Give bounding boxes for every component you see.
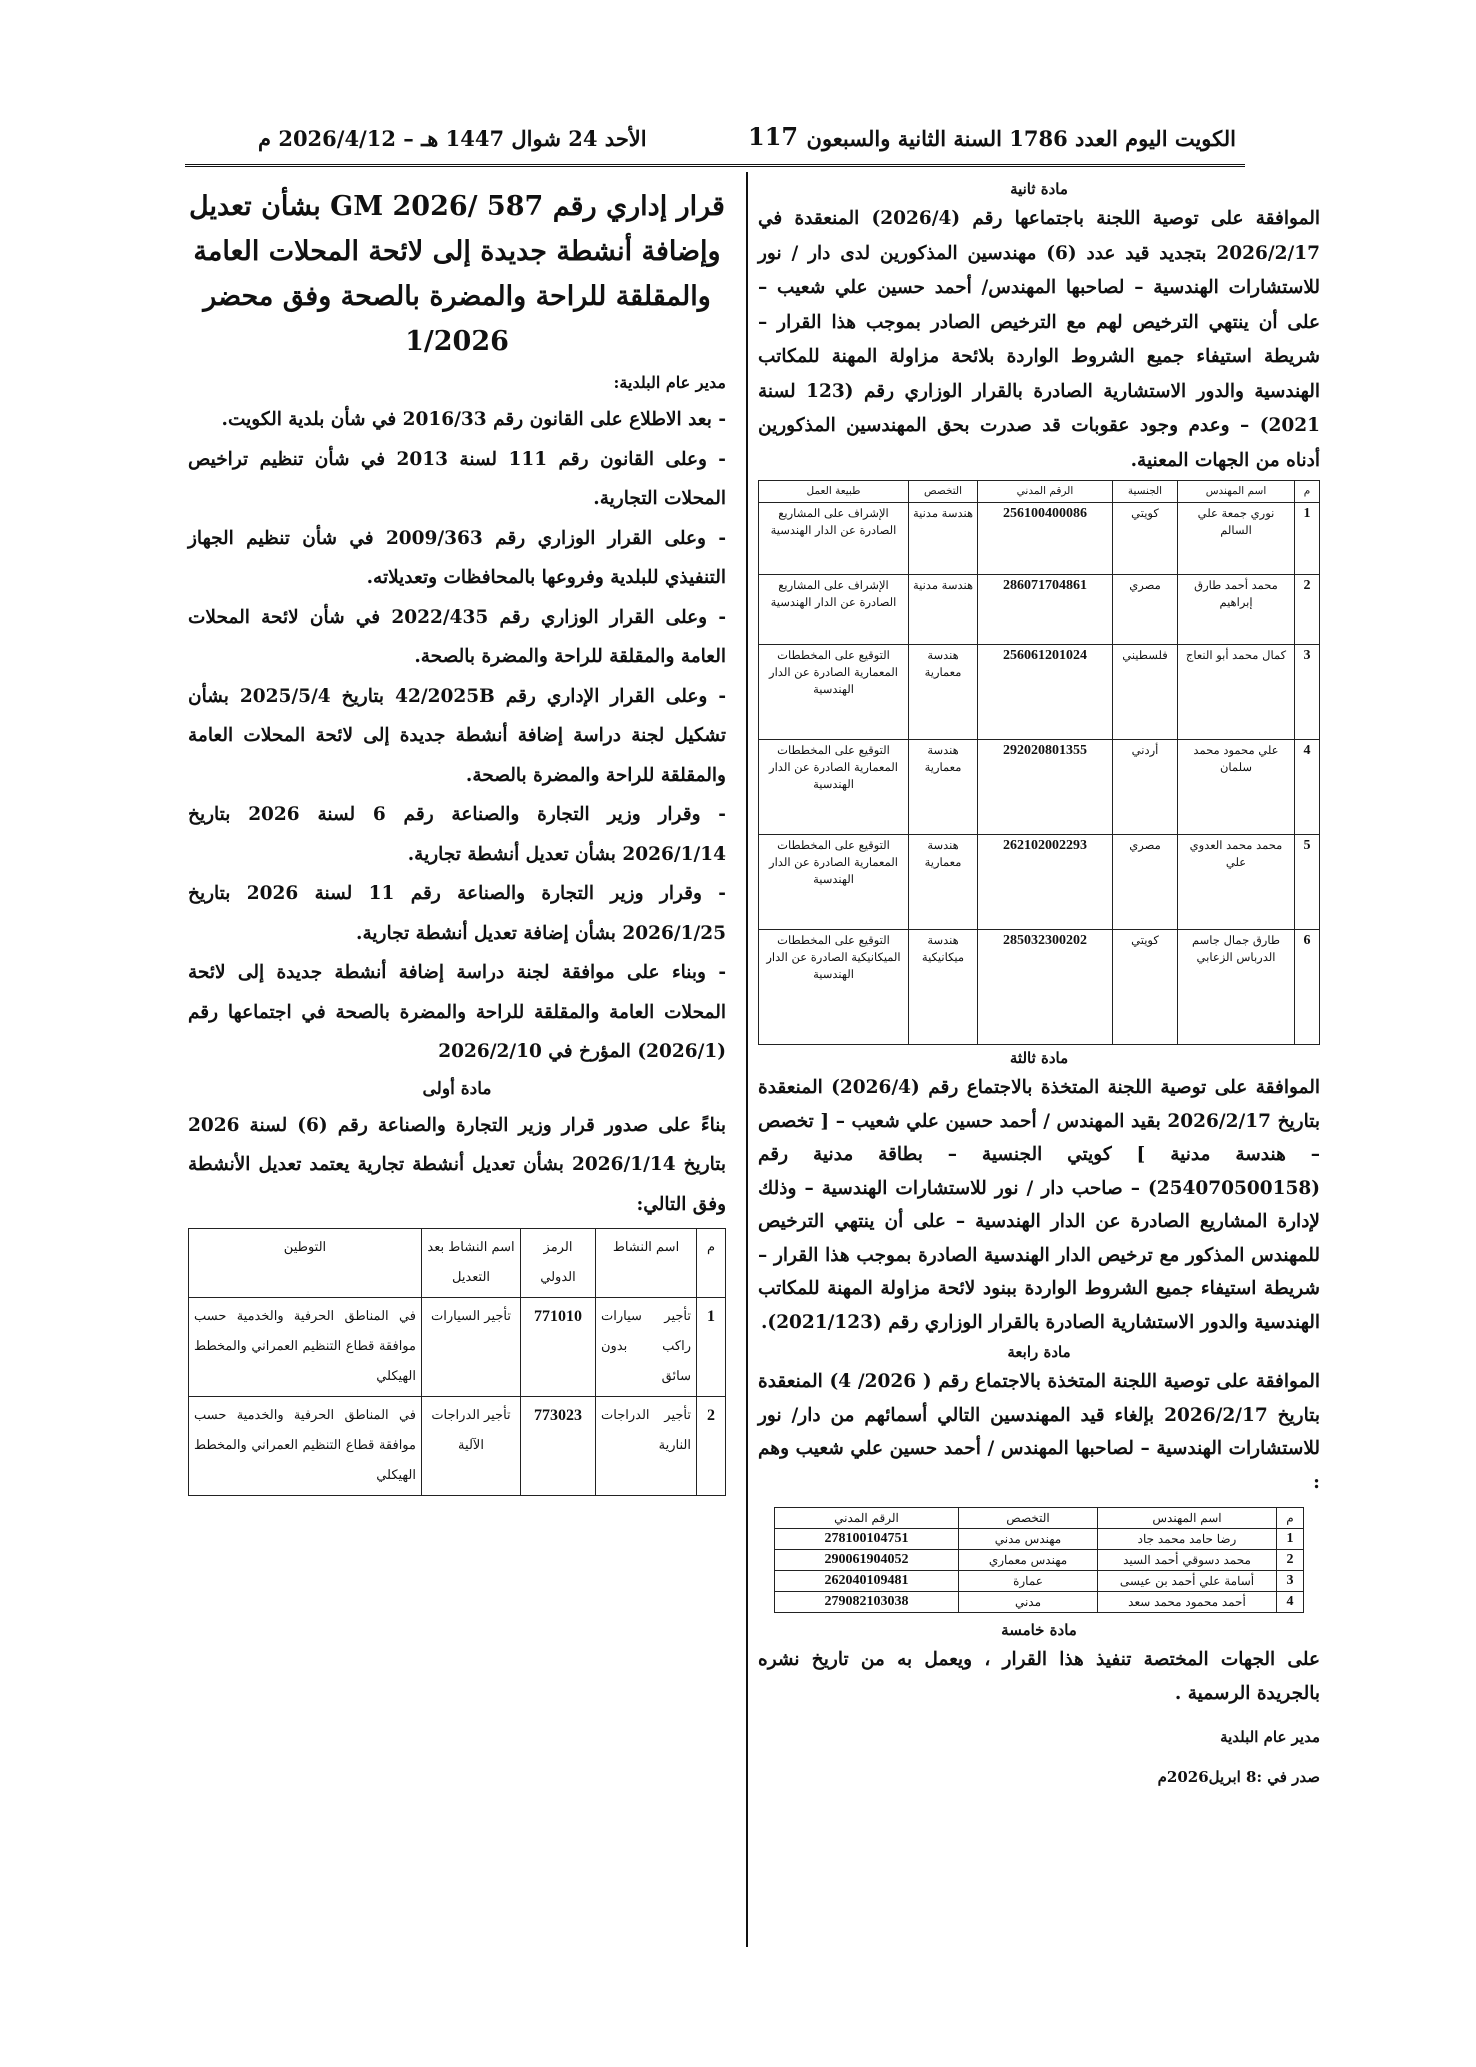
right-column [758,176,1320,1786]
signature: مدير عام البلدية [1220,1728,1320,1746]
table-cell: مصري [1113,835,1178,930]
table-cell: رضا حامد محمد جاد [1098,1529,1277,1550]
activities-table [188,1228,726,1496]
table-cell: تأجير سيارات راكب بدون سائق [596,1298,697,1397]
table-cell: تأجير الدراجات النارية [596,1397,697,1496]
table-header-cell: التخصص [959,1508,1098,1529]
article-2-heading: مادة ثانية [1010,180,1068,198]
table-cell: مصري [1113,575,1178,645]
table-cell: 286071704861 [978,575,1113,645]
table-row [189,1397,726,1496]
recital: - وقرار وزير التجارة والصناعة رقم 11 لسنة 2026 بتاريخ 2026/1/25 بشأن إضافة تعديل أنشطة تجارية. [188,883,726,944]
table-cell: 771010 [521,1298,596,1397]
recital: - بعد الاطلاع على القانون رقم 2016/33 في شأن بلدية الكويت. [221,409,726,430]
table-header-cell: م [1295,481,1320,503]
article-5-text: على الجهات المختصة تنفيذ هذا القرار ، ويعمل به من تاريخ نشره بالجريدة الرسمية . [758,1649,1320,1704]
table-cell: في المناطق الحرفية والخدمية حسب موافقة قطاع التنظيم العمراني والمخطط الهيكلي [189,1397,422,1496]
table-cell: محمد محمد العدوي علي [1178,835,1295,930]
table-cell: 4 [1277,1592,1304,1613]
table-row [759,645,1320,740]
table-cell: طارق جمال جاسم الدرباس الزعابي [1178,930,1295,1045]
table-cell: 1 [1295,503,1320,575]
article-3-text: الموافقة على توصية اللجنة المتخذة بالاجتماع رقم (2026/4) المنعقدة بتاريخ 2026/2/17 بقيد المهندس / أحمد حسين علي شعيب – [ تخصص – هندسة مدنية ] كويتي الجنسية – بطاقة مدنية رقم (254070500158) – صاحب دار / نور للاستشارات الهندسية – وذلك لإدارة المشاريع الصادرة عن الدار الهندسية – على أن ينتهي الترخيص للمهندس المذكور مع ترخيص الدار الهندسية الصادرة بموجب هذا القرار – شريطة استيفاء جميع الشروط الواردة ببنود لائحة مزاولة المهنة للمكاتب الهندسية والدور الاستشارية الصادرة بالقرار الوزاري رقم (2021/123). [758,1077,1320,1333]
table-cell: تأجير الدراجات الآلية [422,1397,521,1496]
table-cell: مهندس معماري [959,1550,1098,1571]
table-header-cell: م [697,1229,726,1298]
table-row [775,1592,1304,1613]
article-3-heading: مادة ثالثة [1009,1049,1069,1067]
table-row [189,1298,726,1397]
table-cell: 279082103038 [775,1592,959,1613]
table-cell: هندسة ميكانيكية [909,930,978,1045]
table-cell: 256100400086 [978,503,1113,575]
article-1-heading: مادة أولى [422,1078,492,1099]
table-cell: محمد أحمد طارق إبراهيم [1178,575,1295,645]
table-header-cell: اسم المهندس [1098,1508,1277,1529]
table-cell: تأجير السيارات [422,1298,521,1397]
table-row [759,930,1320,1045]
table-cell: هندسة مدنية [909,503,978,575]
decree-title: قرار إداري رقم 587 /GM 2026 بشأن تعديل وإضافة أنشطة جديدة إلى لائحة المحلات العامة والمقلقة للراحة والمضرة بالصحة وفق محضر 1/2026 [189,191,725,357]
table-cell: في المناطق الحرفية والخدمية حسب موافقة قطاع التنظيم العمراني والمخطط الهيكلي [189,1298,422,1397]
table-cell: 2 [697,1397,726,1496]
table-cell: الإشراف على المشاريع الصادرة عن الدار الهندسية [759,503,909,575]
table-cell: فلسطيني [1113,645,1178,740]
article-4-heading: مادة رابعة [1007,1343,1071,1361]
table-header-row [189,1229,726,1298]
recital: - وعلى القرار الوزاري رقم 2009/363 في شأن تنظيم الجهاز التنفيذي للبلدية وفروعها بالمحافظات وتعديلاته. [188,527,726,588]
article-1-text: بناءً على صدور قرار وزير التجارة والصناعة رقم (6) لسنة 2026 بتاريخ 2026/1/14 بشأن تعديل أنشطة تجارية يعتمد تعديل الأنشطة وفق التالي: [188,1114,726,1215]
table-row [775,1571,1304,1592]
table-cell: التوقيع على المخططات المعمارية الصادرة عن الدار الهندسية [759,835,909,930]
table-cell: 262040109481 [775,1571,959,1592]
table-cell: هندسة معمارية [909,740,978,835]
table-header-cell: اسم النشاط بعد التعديل [422,1229,521,1298]
table-cell: مدني [959,1592,1098,1613]
engineers-cancellation-table [774,1507,1304,1613]
recital: - وعلى القرار الوزاري رقم 2022/435 في شأن لائحة المحلات العامة والمقلقة للراحة والمضرة بالصحة. [188,606,726,667]
decree-opening: مدير عام البلدية: [613,373,726,392]
table-cell: 262102002293 [978,835,1113,930]
recital: - وعلى القرار الإداري رقم 42/2025B بتاريخ 2025/5/4 بشأن تشكيل لجنة دراسة إضافة أنشطة جديدة إلى لائحة المحلات العامة والمقلقة للراحة والمضرة بالصحة. [188,685,727,786]
recital: - وبناء على موافقة لجنة دراسة إضافة أنشطة جديدة إلى لائحة المحلات العامة والمقلقة للراحة والمضرة بالصحة في اجتماعها رقم (2026/1) المؤرخ في 2026/2/10 [188,962,726,1062]
table-cell: كويتي [1113,930,1178,1045]
table-cell: نوري جمعة علي السالم [1178,503,1295,575]
header-date: الأحد 24 شوال 1447 هـ – 2026/4/12 م [258,126,647,151]
table-header-row [759,481,1320,503]
table-cell: 4 [1295,740,1320,835]
table-cell: 6 [1295,930,1320,1045]
article-4-text: الموافقة على توصية اللجنة المتخذة بالاجتماع رقم ( 2026/ 4) المنعقدة بتاريخ 2026/2/17 بإلغاء قيد المهندسين التالي أسمائهم من دار/ نور للاستشارات الهندسية – لصاحبها المهندس / أحمد حسين علي شعيب وهم : [758,1371,1320,1493]
table-cell: مهندس مدني [959,1529,1098,1550]
table-header-cell: اسم النشاط [596,1229,697,1298]
table-cell: أردني [1113,740,1178,835]
table-row [759,575,1320,645]
table-row [759,835,1320,930]
table-cell: عمارة [959,1571,1098,1592]
table-cell: هندسة مدنية [909,575,978,645]
table-cell: التوقيع على المخططات المعمارية الصادرة عن الدار الهندسية [759,645,909,740]
table-cell: محمد دسوقي أحمد السيد [1098,1550,1277,1571]
table-cell: علي محمود محمد سلمان [1178,740,1295,835]
table-header-cell: الرمز الدولي [521,1229,596,1298]
table-header-row [775,1508,1304,1529]
table-cell: كويتي [1113,503,1178,575]
table-header-cell: الرقم المدني [775,1508,959,1529]
left-column [188,184,726,1496]
table-row [759,740,1320,835]
column-divider [746,172,748,1947]
table-row [775,1529,1304,1550]
table-cell: 256061201024 [978,645,1113,740]
article-5-heading: مادة خامسة [1001,1621,1077,1639]
table-header-cell: التخصص [909,481,978,503]
table-cell: 2 [1277,1550,1304,1571]
table-cell: 5 [1295,835,1320,930]
article-2-text: الموافقة على توصية اللجنة باجتماعها رقم (2026/4) المنعقدة في 2026/2/17 بتجديد قيد عدد (6) مهندسين المذكورين لدى دار / نور للاستشارات الهندسية – لصاحبها المهندس/ أحمد حسين علي شعيب – على أن ينتهي الترخيص لهم مع الترخيص الصادر بموجب هذا القرار – شريطة استيفاء جميع الشروط الواردة بلائحة مزاولة المهنة للمكاتب الهندسية والدور الاستشارية الصادرة بالقرار الوزاري رقم (123 لسنة 2021) – وعدم وجود عقوبات قد صدرت بحق المهندسين المذكورين أدناه من الجهات المعنية. [758,208,1321,471]
table-header-cell: الرقم المدني [978,481,1113,503]
header-issue: الكويت اليوم العدد 1786 السنة الثانية والسبعون [806,126,1236,151]
table-cell: 3 [1277,1571,1304,1592]
table-header-cell: اسم المهندس [1178,481,1295,503]
table-cell: 285032300202 [978,930,1113,1045]
table-header-cell: الجنسية [1113,481,1178,503]
table-cell: هندسة معمارية [909,645,978,740]
recital: - وعلى القانون رقم 111 لسنة 2013 في شأن تنظيم تراخيص المحلات التجارية. [188,448,726,509]
table-cell: 773023 [521,1397,596,1496]
table-cell: أسامة علي أحمد بن عيسى [1098,1571,1277,1592]
issue-date: صدر في :8 ابريل2026م [1157,1768,1320,1786]
table-cell: كمال محمد أبو النعاج [1178,645,1295,740]
table-header-cell: م [1277,1508,1304,1529]
table-cell: 1 [697,1298,726,1397]
table-cell: الإشراف على المشاريع الصادرة عن الدار الهندسية [759,575,909,645]
page-header [258,118,1236,158]
table-cell: 1 [1277,1529,1304,1550]
recital: - وقرار وزير التجارة والصناعة رقم 6 لسنة 2026 بتاريخ 2026/1/14 بشأن تعديل أنشطة تجارية. [188,804,726,865]
table-cell: التوقيع على المخططات الميكانيكية الصادرة عن الدار الهندسية [759,930,909,1045]
table-cell: التوقيع على المخططات المعمارية الصادرة عن الدار الهندسية [759,740,909,835]
table-cell: 3 [1295,645,1320,740]
table-cell: 278100104751 [775,1529,959,1550]
page-number: 117 [748,122,799,151]
table-row [775,1550,1304,1571]
table-cell: 292020801355 [978,740,1113,835]
header-rule [185,164,1245,167]
engineers-renewal-table [758,480,1320,1045]
table-cell: 2 [1295,575,1320,645]
table-cell: 290061904052 [775,1550,959,1571]
table-header-cell: التوطين [189,1229,422,1298]
table-cell: هندسة معمارية [909,835,978,930]
table-cell: أحمد محمود محمد سعد [1098,1592,1277,1613]
table-header-cell: طبيعة العمل [759,481,909,503]
table-row [759,503,1320,575]
